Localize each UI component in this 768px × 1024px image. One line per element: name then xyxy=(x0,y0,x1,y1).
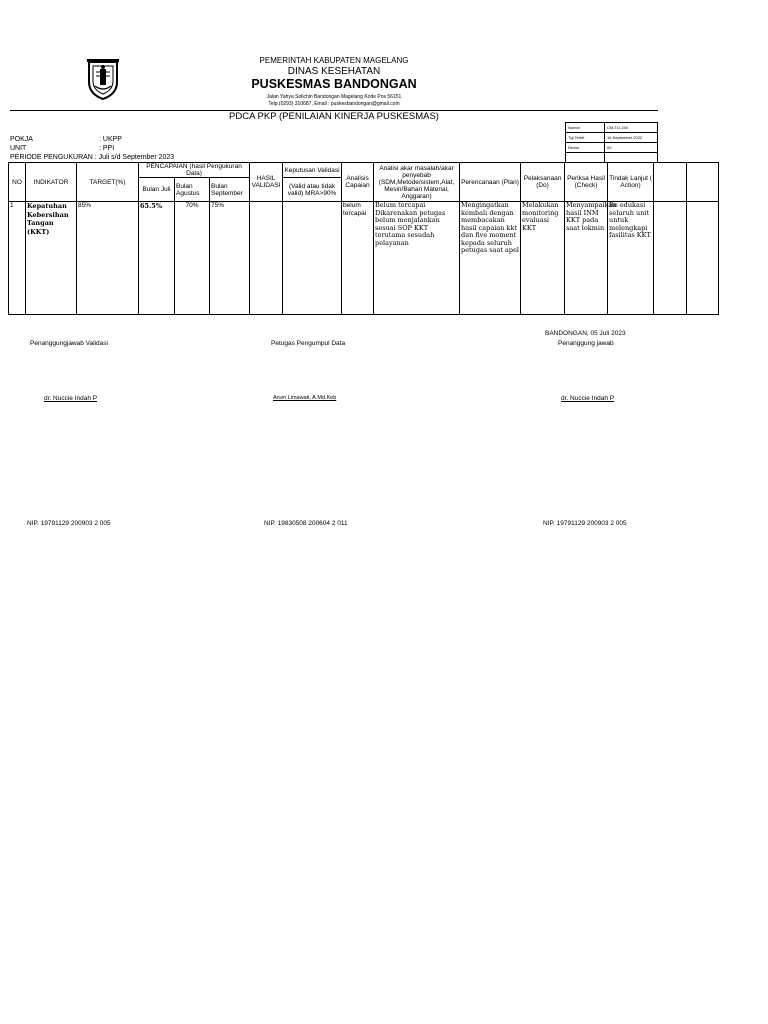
cell-action: Re edukasi seluruh unit untuk melengkapi fasilitas KKT xyxy=(608,202,654,315)
meta-row xyxy=(566,133,658,143)
col-bulan-september: Bulan September xyxy=(210,178,250,202)
col-akar-masalah: Analisi akar masalah/akar penyebab (SDM,Metode/sistem,Alat, Mesin/Bahan Material, Anggaran) xyxy=(374,163,460,202)
col-no: NO xyxy=(9,163,26,202)
col-check: Periksa Hasil (Check) xyxy=(565,163,608,202)
meta-label: Tgl Terbit xyxy=(566,133,605,143)
cell-juli: 65.5% xyxy=(139,202,175,315)
meta-value: 00 xyxy=(605,143,658,153)
header-contact: Telp.(0293) 310687, Email : puskesbandongan@gmail.com xyxy=(268,101,400,107)
middle-signer-title: Petugas Pengumpul Data xyxy=(271,340,346,347)
table-row xyxy=(9,202,719,315)
signature-date: BANDONGAN, 05 Juli 2023 xyxy=(545,330,626,337)
meta-row xyxy=(566,143,658,153)
header-department: DINAS KESEHATAN xyxy=(287,66,381,77)
middle-signer-nip: NIP. 19830508 200604 2 011 xyxy=(264,520,348,527)
col-plan: Perencanaan (Plan) xyxy=(460,163,521,202)
meta-value: 16 September 2022 xyxy=(605,133,658,143)
cell-agustus: 70% xyxy=(175,202,210,315)
col-pencapaian: PENCAPAIAN (hasil Pengukuran Data) xyxy=(139,163,250,178)
cell-keputusan xyxy=(283,202,342,315)
right-signer-title: Penanggung jawab xyxy=(558,340,614,347)
document-meta-table xyxy=(565,122,658,163)
pdca-table xyxy=(8,162,719,315)
cell-check: Menyampaikan hasil INM KKT pada saat lokmin xyxy=(565,202,608,315)
col-bulan-agustus: Bulan Agustus xyxy=(175,178,210,202)
right-signer-name: dr. Nuccie Indah P xyxy=(561,395,615,402)
meta-row xyxy=(566,123,658,133)
col-action: Tindak Lanjut ( Action) xyxy=(608,163,654,202)
cell-indikator: Kepatuhan Kebersihan Tangan (KKT) xyxy=(26,202,77,315)
col-empty-1 xyxy=(654,163,687,202)
col-analisis: Analisis Capaian xyxy=(342,163,374,202)
unit-value: : PPI xyxy=(99,145,115,152)
col-empty-2 xyxy=(687,163,719,202)
meta-label: Revisi xyxy=(566,143,605,153)
header-row xyxy=(9,163,719,178)
middle-signer-name: Arum Limawati, A.Md.Keb xyxy=(273,395,337,401)
pokja-value: : UKPP xyxy=(99,136,122,143)
col-do: Pelaksanaan (Do) xyxy=(521,163,565,202)
right-signer-nip: NIP. 19791129 200903 2 005 xyxy=(543,520,627,527)
cell-target: 85% xyxy=(77,202,139,315)
meta-label xyxy=(566,153,605,163)
col-hasil-validasi: HASIL VALIDASI xyxy=(250,163,283,202)
measurement-period: PERIODE PENGUKURAN : Juli s/d September 2023 xyxy=(10,154,175,161)
cell-akar-masalah: Belum tercapai Dikarenakan petugas belum menjalankan sesuai SOP KKT terutama sesudah pelayanan xyxy=(374,202,460,315)
cell-no: 1 xyxy=(9,202,26,315)
cell-empty-1 xyxy=(654,202,687,315)
left-signer-title: Penanggungjawab Validasi xyxy=(30,340,108,347)
header-government: PEMERINTAH KABUPATEN MAGELANG xyxy=(259,56,409,65)
document-title: PDCA PKP (PENILAIAN KINERJA PUSKESMAS) xyxy=(229,111,439,122)
col-keputusan: Keputusan Validasi xyxy=(283,163,342,178)
meta-label: Nomor xyxy=(566,123,605,133)
meta-value: CM-TU-154 xyxy=(605,123,658,133)
regency-emblem-icon xyxy=(86,58,120,100)
col-target: TARGET(%) xyxy=(77,163,139,202)
col-keputusan-sub: (Valid atau tidak valid) MRA>90% xyxy=(283,178,342,202)
header-address: Jalan Yahya Solichin Bandongan Magelang Kode Pos 56151 xyxy=(266,94,402,100)
left-signer-nip: NIP. 19791129 200903 2 005 xyxy=(27,520,111,527)
unit-label: UNIT xyxy=(10,145,27,152)
header-institution: PUSKESMAS BANDONGAN xyxy=(251,77,417,91)
cell-empty-2 xyxy=(687,202,719,315)
cell-analisis: belum tercapai xyxy=(342,202,374,315)
meta-row xyxy=(566,153,658,163)
col-indikator: INDIKATOR xyxy=(26,163,77,202)
cell-hasil-validasi xyxy=(250,202,283,315)
cell-plan: Mengingatkan kembali dengan membacakan hasil capaian kkt dan five moment kepada seluruh petugas saat apel xyxy=(460,202,521,315)
left-signer-name: dr. Nuccie Indah P xyxy=(44,395,98,402)
cell-september: 75% xyxy=(210,202,250,315)
pokja-label: POKJA xyxy=(10,136,33,143)
col-bulan-juli: Bulan Juli xyxy=(139,178,175,202)
meta-value xyxy=(605,153,658,163)
cell-do: Melakukan monitoring evaluasi KKT xyxy=(521,202,565,315)
